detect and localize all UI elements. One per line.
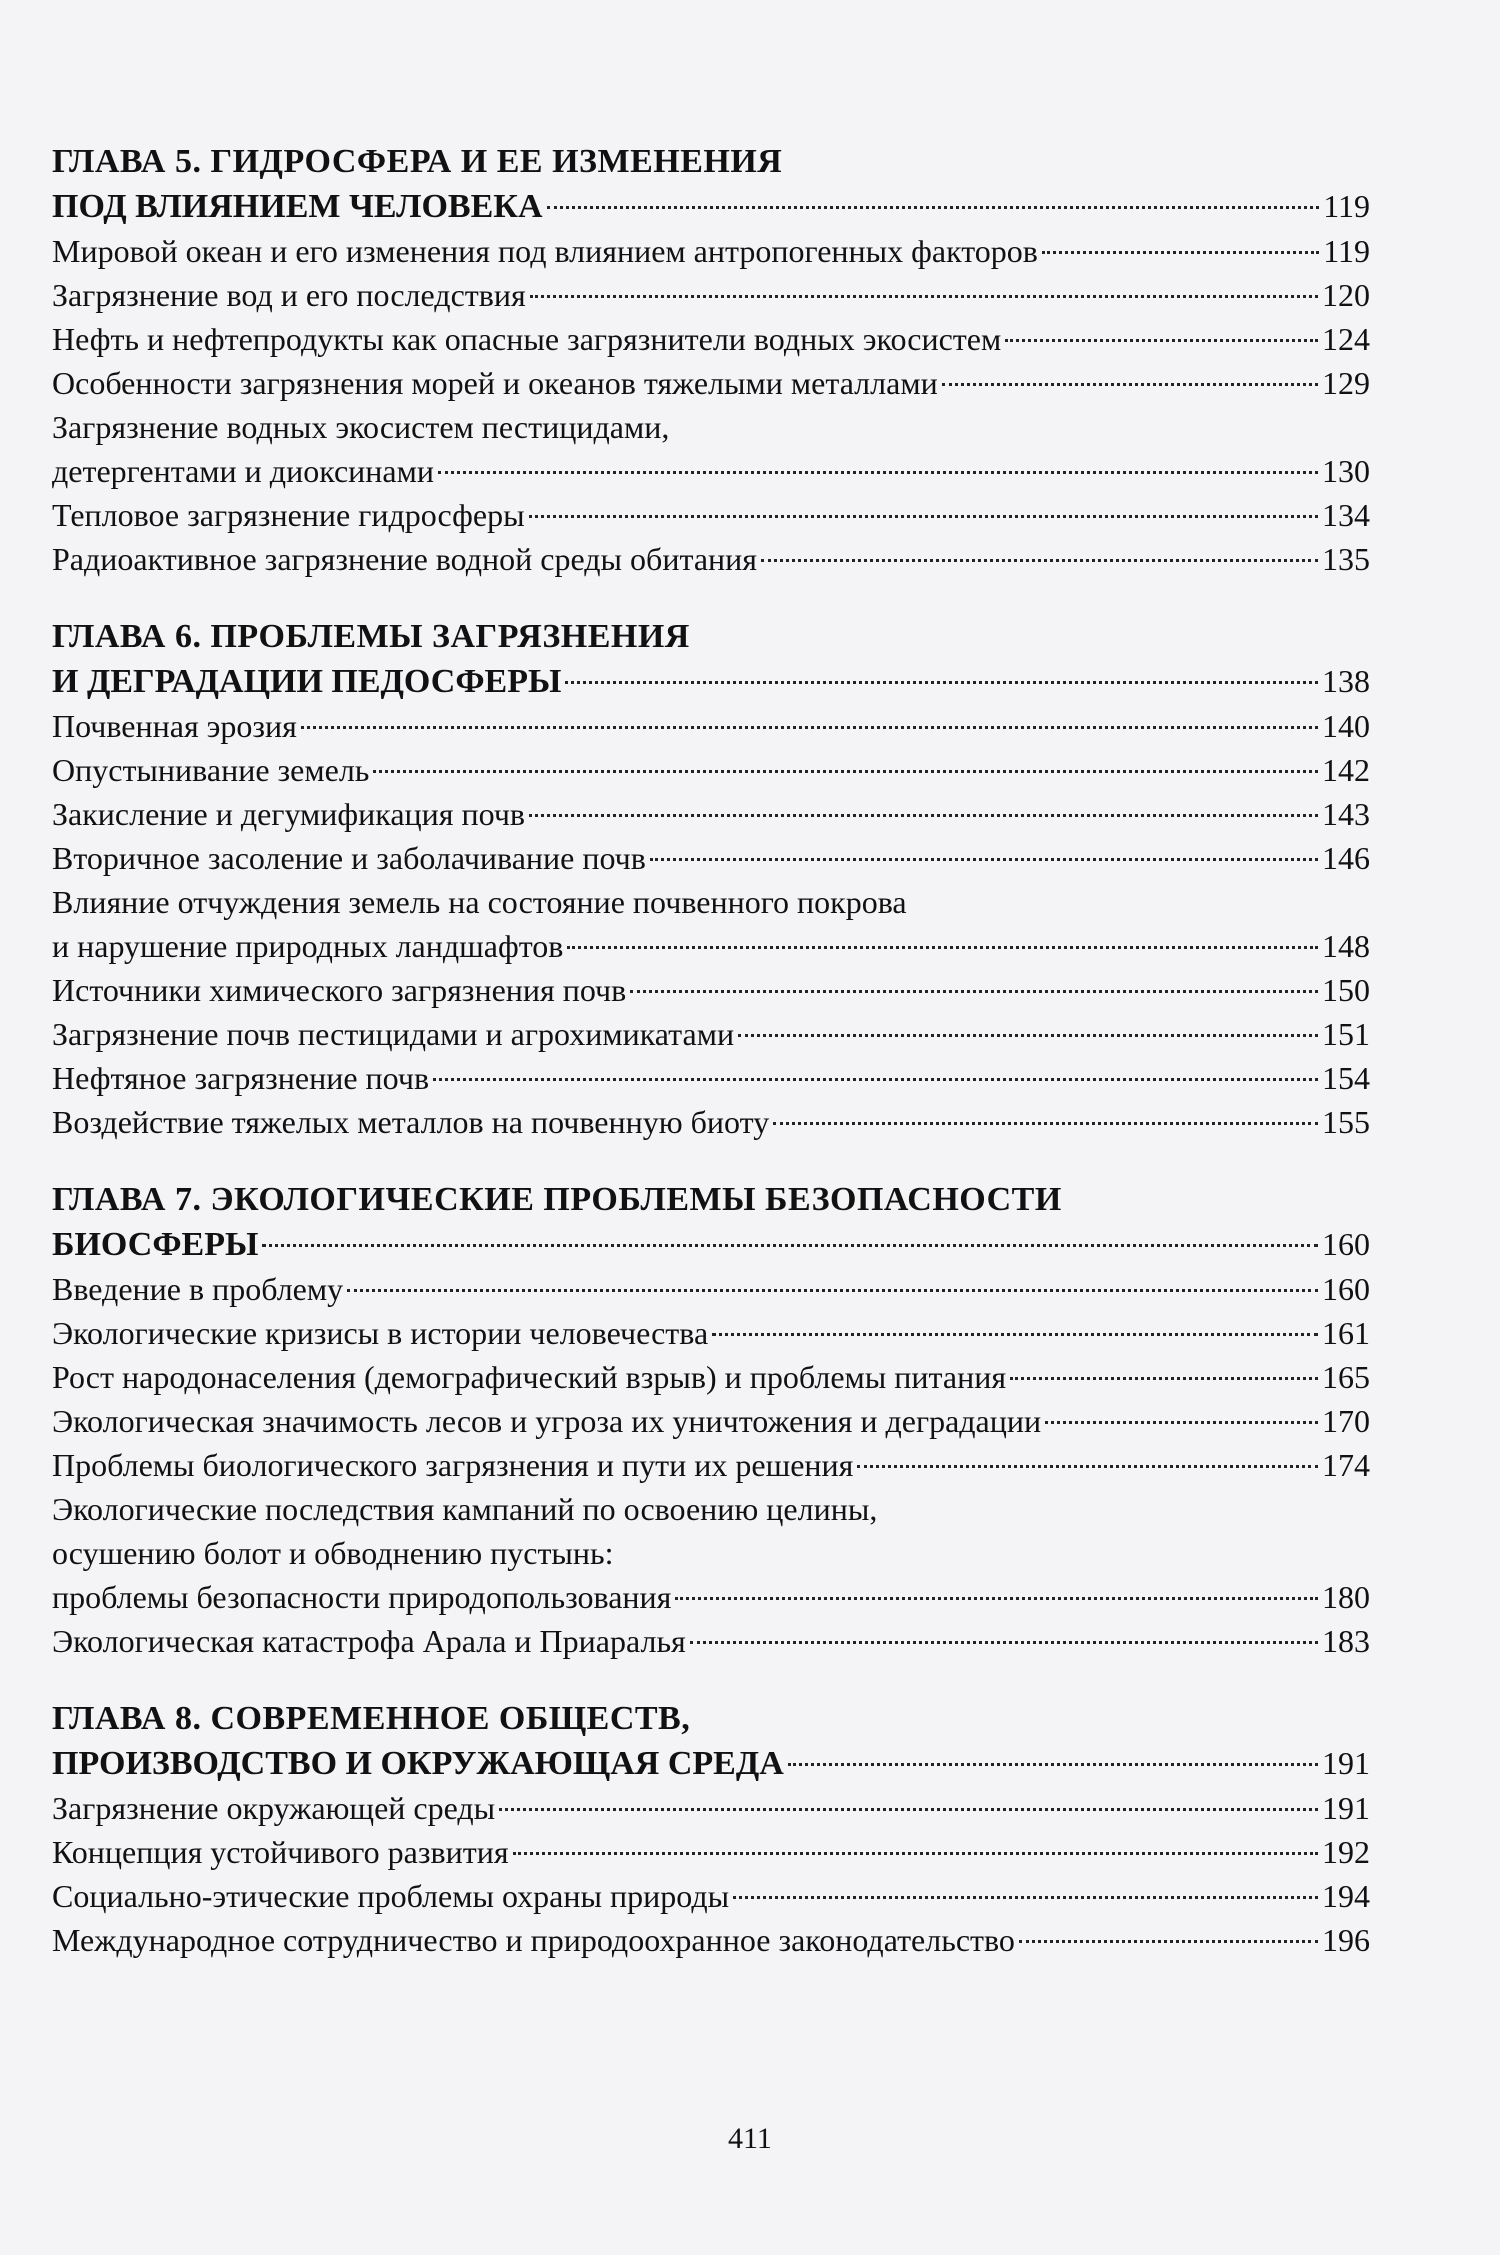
dot-leader bbox=[1042, 251, 1319, 254]
dot-leader bbox=[565, 681, 1318, 684]
dot-leader bbox=[1045, 1421, 1318, 1424]
chapter-heading-text: БИОСФЕРЫ bbox=[52, 1226, 259, 1263]
toc-entry-text: Мировой океан и его изменения под влиянием антропогенных факторов bbox=[52, 233, 1038, 269]
chapter-title: ГЛАВА 8. СОВРЕМЕННОЕ ОБЩЕСТВ, bbox=[52, 1700, 691, 1737]
toc-entry[interactable] bbox=[52, 1443, 1370, 1487]
page-ref: 119 bbox=[1323, 188, 1370, 224]
page-ref: 160 bbox=[1322, 1271, 1370, 1307]
dot-leader bbox=[1019, 1940, 1318, 1943]
dot-leader bbox=[675, 1597, 1318, 1600]
page-ref: 138 bbox=[1322, 663, 1370, 699]
dot-leader bbox=[499, 1808, 1318, 1811]
toc-entry-text: Проблемы биологического загрязнения и пути их решения bbox=[52, 1447, 854, 1483]
page-ref: 170 bbox=[1322, 1403, 1370, 1439]
page-ref: 160 bbox=[1322, 1226, 1370, 1262]
toc-entry-text: Нефтяное загрязнение почв bbox=[52, 1060, 430, 1096]
toc-entry[interactable] bbox=[52, 449, 1370, 493]
page-ref: 154 bbox=[1322, 1060, 1370, 1096]
dot-leader bbox=[761, 559, 1318, 562]
dot-leader bbox=[262, 1244, 1318, 1247]
toc-entry-line: Загрязнение водных экосистем пестицидами, bbox=[52, 409, 670, 445]
toc-entry[interactable] bbox=[52, 924, 1370, 968]
toc-entry[interactable] bbox=[52, 748, 1370, 792]
dot-leader bbox=[567, 946, 1318, 949]
page-ref: 135 bbox=[1322, 541, 1370, 577]
toc-entry-text: Загрязнение вод и его последствия bbox=[52, 277, 526, 313]
table-of-contents bbox=[52, 140, 1370, 1996]
toc-entry-text: Радиоактивное загрязнение водной среды обитания bbox=[52, 541, 757, 577]
page-ref: 150 bbox=[1322, 972, 1370, 1008]
toc-entry-line: Влияние отчуждения земель на состояние почвенного покрова bbox=[52, 884, 907, 920]
toc-entry[interactable] bbox=[52, 1830, 1370, 1874]
dot-leader bbox=[738, 1034, 1318, 1037]
page-ref: 146 bbox=[1322, 840, 1370, 876]
dot-leader bbox=[513, 1852, 1318, 1855]
chapter-title: ГЛАВА 6. ПРОБЛЕМЫ ЗАГРЯЗНЕНИЯ bbox=[52, 618, 690, 655]
chapter-heading-entry[interactable] bbox=[52, 184, 1370, 229]
page-ref: 129 bbox=[1322, 365, 1370, 401]
dot-leader bbox=[733, 1896, 1318, 1899]
toc-entry-text: Экологические кризисы в истории человечества bbox=[52, 1315, 709, 1351]
dot-leader bbox=[301, 726, 1318, 729]
toc-entry-text: Вторичное засоление и заболачивание почв bbox=[52, 840, 646, 876]
toc-entry-text: Рост народонаселения (демографический взрыв) и проблемы питания bbox=[52, 1359, 1007, 1395]
toc-entry[interactable] bbox=[52, 1918, 1370, 1962]
page-ref: 183 bbox=[1322, 1623, 1370, 1659]
toc-entry-text: Загрязнение окружающей среды bbox=[52, 1790, 496, 1826]
dot-leader bbox=[712, 1333, 1318, 1336]
toc-entry-text: проблемы безопасности природопользования bbox=[52, 1579, 672, 1615]
dot-leader bbox=[547, 206, 1320, 209]
dot-leader bbox=[433, 1078, 1318, 1081]
toc-entry-text: детергентами и диоксинами bbox=[52, 453, 434, 489]
toc-entry[interactable] bbox=[52, 1267, 1370, 1311]
toc-entry-text: Введение в проблему bbox=[52, 1271, 344, 1307]
page-ref: 148 bbox=[1322, 928, 1370, 964]
chapter-section bbox=[52, 1178, 1370, 1663]
toc-entry-text: и нарушение природных ландшафтов bbox=[52, 928, 564, 964]
page-ref: 124 bbox=[1322, 321, 1370, 357]
toc-entry[interactable] bbox=[52, 537, 1370, 581]
toc-entry[interactable] bbox=[52, 1100, 1370, 1144]
chapter-title: ГЛАВА 5. ГИДРОСФЕРА И ЕЕ ИЗМЕНЕНИЯ bbox=[52, 143, 783, 180]
chapter-heading-entry[interactable] bbox=[52, 1222, 1370, 1267]
toc-entry-text: Экологическая значимость лесов и угроза их уничтожения и деградации bbox=[52, 1403, 1042, 1439]
toc-entry-text: Закисление и дегумификация почв bbox=[52, 796, 526, 832]
toc-entry[interactable] bbox=[52, 1355, 1370, 1399]
dot-leader bbox=[347, 1289, 1318, 1292]
toc-entry-text: Загрязнение почв пестицидами и агрохимикатами bbox=[52, 1016, 735, 1052]
page-ref: 140 bbox=[1322, 708, 1370, 744]
chapter-heading-text: ПРОИЗВОДСТВО И ОКРУЖАЮЩАЯ СРЕДА bbox=[52, 1745, 784, 1782]
toc-entry[interactable] bbox=[52, 1056, 1370, 1100]
toc-entry[interactable] bbox=[52, 1012, 1370, 1056]
chapter-section bbox=[52, 1697, 1370, 1962]
dot-leader bbox=[529, 515, 1318, 518]
dot-leader bbox=[942, 383, 1318, 386]
toc-entry-line: осушению болот и обводнению пустынь: bbox=[52, 1535, 614, 1571]
dot-leader bbox=[650, 858, 1318, 861]
page-number: 411 bbox=[728, 2122, 772, 2155]
toc-entry[interactable] bbox=[52, 229, 1370, 273]
page-ref: 174 bbox=[1322, 1447, 1370, 1483]
page-ref: 161 bbox=[1322, 1315, 1370, 1351]
dot-leader bbox=[373, 770, 1318, 773]
toc-entry-text: Воздействие тяжелых металлов на почвенную биоту bbox=[52, 1104, 770, 1140]
toc-entry[interactable] bbox=[52, 1874, 1370, 1918]
toc-entry[interactable] bbox=[52, 792, 1370, 836]
toc-entry-text: Опустынивание земель bbox=[52, 752, 370, 788]
page-ref: 196 bbox=[1322, 1922, 1370, 1958]
toc-entry-text: Тепловое загрязнение гидросферы bbox=[52, 497, 525, 533]
page-ref: 192 bbox=[1322, 1834, 1370, 1870]
toc-entry[interactable] bbox=[52, 1619, 1370, 1663]
page-ref: 142 bbox=[1322, 752, 1370, 788]
dot-leader bbox=[529, 814, 1318, 817]
page-ref: 165 bbox=[1322, 1359, 1370, 1395]
toc-entry-text: Источники химического загрязнения почв bbox=[52, 972, 627, 1008]
page-ref: 120 bbox=[1322, 277, 1370, 313]
page-ref: 151 bbox=[1322, 1016, 1370, 1052]
page-ref: 155 bbox=[1322, 1104, 1370, 1140]
toc-entry[interactable] bbox=[52, 1575, 1370, 1619]
toc-entry-text: Концепция устойчивого развития bbox=[52, 1834, 509, 1870]
toc-entry[interactable] bbox=[52, 968, 1370, 1012]
dot-leader bbox=[857, 1465, 1318, 1468]
dot-leader bbox=[1005, 339, 1318, 342]
page-ref: 194 bbox=[1322, 1878, 1370, 1914]
page-ref: 119 bbox=[1323, 233, 1370, 269]
dot-leader bbox=[438, 471, 1318, 474]
toc-entry[interactable] bbox=[52, 493, 1370, 537]
page-ref: 143 bbox=[1322, 796, 1370, 832]
dot-leader bbox=[773, 1122, 1318, 1125]
toc-entry-text: Международное сотрудничество и природоохранное законодательство bbox=[52, 1922, 1015, 1958]
chapter-heading-entry[interactable] bbox=[52, 1741, 1370, 1786]
toc-entry[interactable] bbox=[52, 273, 1370, 317]
page-ref: 130 bbox=[1322, 453, 1370, 489]
toc-entry[interactable] bbox=[52, 317, 1370, 361]
page-ref: 180 bbox=[1322, 1579, 1370, 1615]
toc-entry[interactable] bbox=[52, 1311, 1370, 1355]
chapter-heading-entry[interactable] bbox=[52, 659, 1370, 704]
chapter-heading-text: И ДЕГРАДАЦИИ ПЕДОСФЕРЫ bbox=[52, 663, 562, 700]
chapter-section bbox=[52, 140, 1370, 581]
page-ref: 191 bbox=[1322, 1790, 1370, 1826]
dot-leader bbox=[690, 1641, 1318, 1644]
toc-entry[interactable] bbox=[52, 361, 1370, 405]
toc-entry-text: Экологическая катастрофа Арала и Приаралья bbox=[52, 1623, 686, 1659]
chapter-heading-text: ПОД ВЛИЯНИЕМ ЧЕЛОВЕКА bbox=[52, 188, 543, 225]
toc-entry[interactable] bbox=[52, 704, 1370, 748]
chapter-section bbox=[52, 615, 1370, 1144]
chapter-title: ГЛАВА 7. ЭКОЛОГИЧЕСКИЕ ПРОБЛЕМЫ БЕЗОПАСНОСТИ bbox=[52, 1181, 1062, 1218]
page-ref: 191 bbox=[1322, 1745, 1370, 1781]
toc-entry[interactable] bbox=[52, 1786, 1370, 1830]
dot-leader bbox=[530, 295, 1318, 298]
dot-leader bbox=[1010, 1377, 1318, 1380]
toc-entry-text: Особенности загрязнения морей и океанов тяжелыми металлами bbox=[52, 365, 938, 401]
toc-entry-line: Экологические последствия кампаний по освоению целины, bbox=[52, 1491, 878, 1527]
toc-entry[interactable] bbox=[52, 1399, 1370, 1443]
toc-entry-text: Нефть и нефтепродукты как опасные загрязнители водных экосистем bbox=[52, 321, 1002, 357]
toc-entry-text: Социально-этические проблемы охраны природы bbox=[52, 1878, 730, 1914]
page-ref: 134 bbox=[1322, 497, 1370, 533]
dot-leader bbox=[630, 990, 1318, 993]
toc-entry-text: Почвенная эрозия bbox=[52, 708, 297, 744]
toc-entry[interactable] bbox=[52, 836, 1370, 880]
dot-leader bbox=[788, 1763, 1318, 1766]
